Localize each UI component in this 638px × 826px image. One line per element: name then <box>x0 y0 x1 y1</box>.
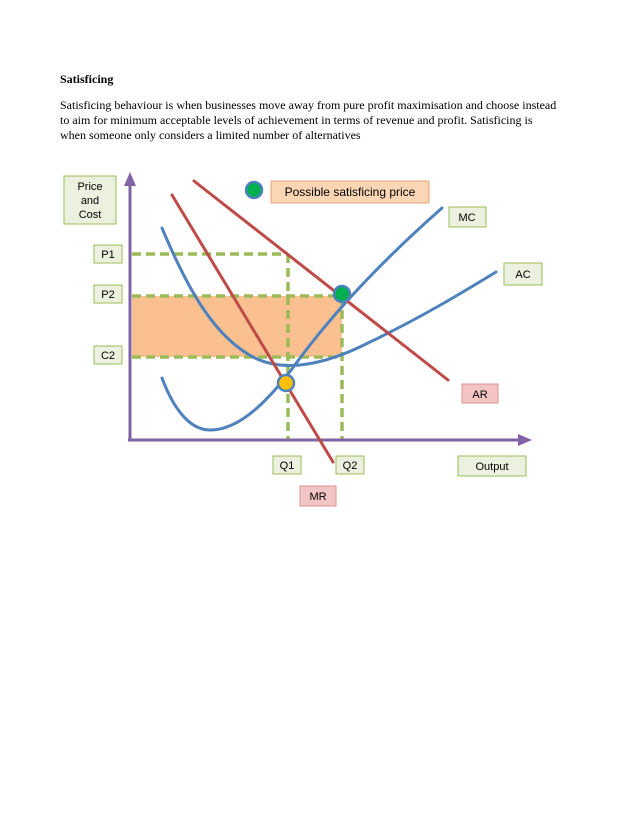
p1-label: P1 <box>101 249 115 261</box>
y-axis-label-line-1: Price <box>77 181 103 193</box>
y-axis-label-line-2: and <box>80 195 100 207</box>
y-axis-label-line-3: Cost <box>78 209 102 221</box>
p2-label: P2 <box>101 289 115 301</box>
intro-paragraph: Satisficing behaviour is when businesses move away from pure profit maximisation and choose instead to aim for minimum acceptable levels of achievement in terms of revenue and profit. Satisficing is when someone only considers a limited number of alternatives <box>60 98 557 142</box>
mr-label: MR <box>309 491 327 503</box>
q1-label: Q1 <box>279 460 295 472</box>
callout-marker-icon <box>246 182 262 198</box>
y-axis-arrow-icon <box>124 172 136 186</box>
profit-max-point-marker <box>278 375 294 391</box>
x-axis-arrow-icon <box>518 434 532 446</box>
q2-label: Q2 <box>342 460 358 472</box>
x-axis-label: Output <box>475 461 509 473</box>
satisficing-point-marker <box>334 286 350 302</box>
page-heading: Satisficing <box>60 72 114 86</box>
callout-label: Possible satisficing price <box>284 185 416 199</box>
c2-label: C2 <box>100 350 116 362</box>
mc-label: MC <box>458 212 476 224</box>
ar-label: AR <box>472 389 488 401</box>
ac-label: AC <box>515 269 531 281</box>
